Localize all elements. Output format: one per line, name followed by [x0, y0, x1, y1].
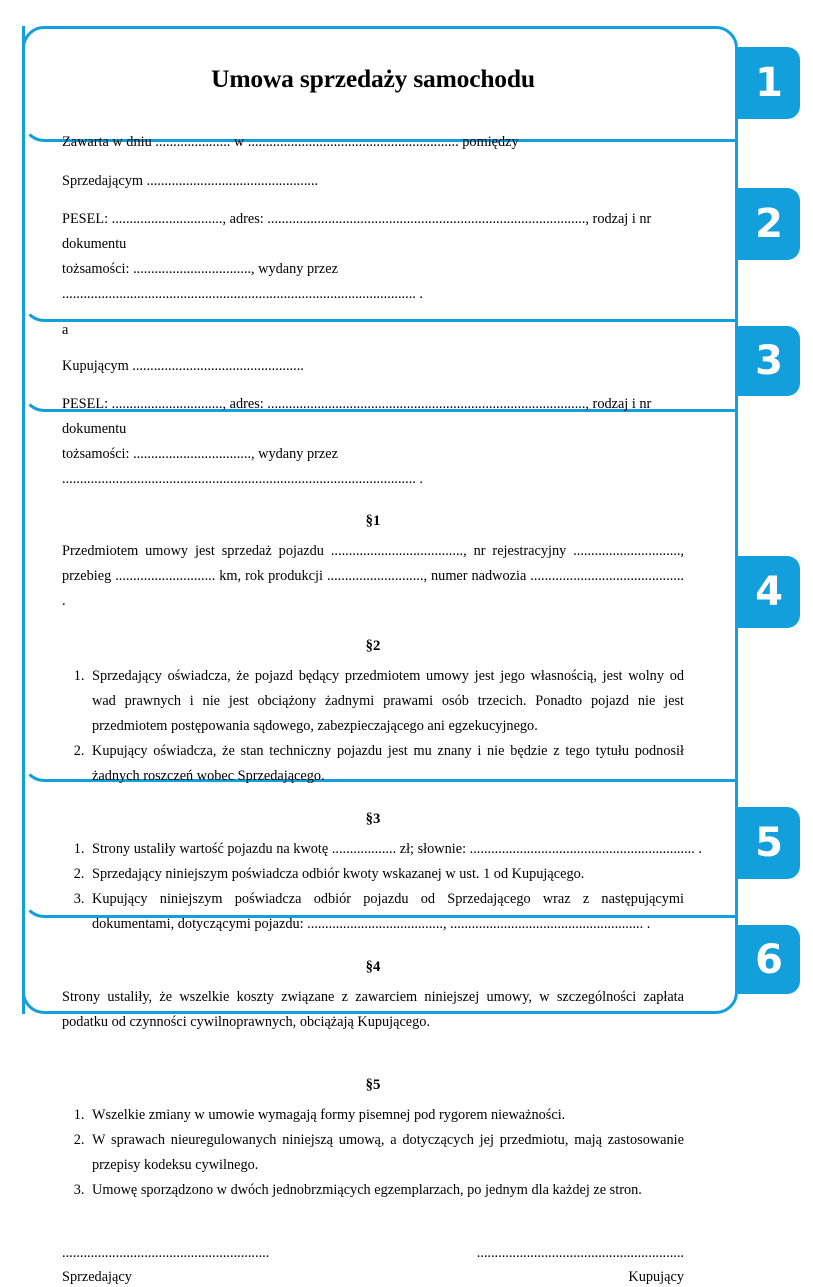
- paragraph-3-clauses: [62, 837, 702, 937]
- section-tab-4-label: 4: [755, 569, 783, 615]
- section-tab-6[interactable]: [738, 925, 800, 994]
- buyer-pesel-line: PESEL: ..............................., adres: ........................................................................................., rodzaj i nr dokumentu: [62, 396, 652, 437]
- buyer-signature: [434, 1243, 684, 1287]
- list-item: 3. Umowę sporządzono w dwóch jednobrzmiących egzemplarzach, po jednym dla każdej ze stron.: [88, 1178, 684, 1203]
- section-tab-2-label: 2: [755, 201, 783, 247]
- seller-signature: [62, 1243, 312, 1287]
- section-tab-5[interactable]: [738, 807, 800, 879]
- section-tab-3-label: 3: [755, 338, 783, 384]
- seller-name-line: Sprzedającym ................................................: [62, 173, 319, 189]
- list-item: 1. Wszelkie zmiany w umowie wymagają formy pisemnej pod rygorem nieważności.: [88, 1103, 684, 1128]
- list-item: 2. Sprzedający niniejszym poświadcza odbiór kwoty wskazanej w ust. 1 od Kupującego.: [88, 862, 684, 887]
- paragraph-1-heading: §1: [365, 513, 381, 529]
- list-item: 2. Kupujący oświadcza, że stan techniczny pojazdu jest mu znany i nie będzie z tego tytułu podnosił żadnych roszczeń wobec Sprzedającego.: [88, 739, 684, 789]
- list-item: 3. Kupujący niniejszym poświadcza odbiór pojazdu od Sprzedającego wraz z następującymi dokumentami, dotyczącymi pojazdu: ......................................, ...................................................... .: [88, 887, 684, 937]
- paragraph-2-heading: §2: [365, 638, 381, 654]
- seller-signature-line: ..........................................................: [62, 1245, 270, 1261]
- buyer-identity-line: tożsamości: ................................., wydany przez ................................................................................................... .: [62, 446, 423, 487]
- buyer-signature-line: ..........................................................: [476, 1245, 684, 1261]
- paragraph-3-heading: §3: [365, 811, 381, 827]
- paragraph-5-heading: §5: [365, 1077, 381, 1093]
- parties-conjunction: a: [62, 322, 69, 338]
- paragraph-5-clauses: [62, 1103, 684, 1203]
- section-tab-6-label: 6: [755, 936, 783, 983]
- list-item: 1. Sprzedający oświadcza, że pojazd będący przedmiotem umowy jest jego własnością, jest wolny od wad prawnych i nie jest obciążony żadnymi prawami osób trzecich. Ponadto pojazd nie jest przedmiotem postępowania sądowego, zabezpieczającego ani egzekucyjnego.: [88, 664, 684, 739]
- paragraph-4-body: Strony ustaliły, że wszelkie koszty związane z zawarciem niniejszej umowy, w szczególności zapłata podatku od czynności cywilnoprawnych, obciążają Kupującego.: [62, 989, 684, 1030]
- document-content: [62, 26, 702, 1287]
- seller-signature-label: Sprzedający: [62, 1269, 132, 1285]
- document-spine: [22, 26, 25, 1014]
- page-title: Umowa sprzedaży samochodu: [211, 64, 535, 93]
- buyer-signature-label: Kupujący: [628, 1269, 684, 1285]
- buyer-name-line: Kupującym ................................................: [62, 358, 304, 374]
- paragraph-1-body: Przedmiotem umowy jest sprzedaż pojazdu ....................................., nr rejestracyjny .............................., przebieg ............................ km, rok produkcji ..........................., numer nadwozia ........................................... .: [62, 543, 684, 609]
- section-tab-1[interactable]: [738, 47, 800, 119]
- seller-pesel-line: PESEL: ..............................., adres: ........................................................................................., rodzaj i nr dokumentu: [62, 211, 652, 252]
- paragraph-4-heading: §4: [365, 959, 381, 975]
- list-item: 1. Strony ustaliły wartość pojazdu na kwotę .................. zł; słownie: ............................................................... .: [88, 837, 684, 862]
- signature-block: [62, 1243, 684, 1287]
- section-tab-3[interactable]: [738, 326, 800, 396]
- section-tab-5-label: 5: [755, 820, 783, 866]
- section-tab-1-label: 1: [755, 60, 783, 106]
- list-item: 2. W sprawach nieuregulowanych niniejszą umową, a dotyczących jej przedmiotu, mają zastosowanie przepisy kodeksu cywilnego.: [88, 1128, 684, 1178]
- section-tab-4[interactable]: [738, 556, 800, 628]
- seller-identity-line: tożsamości: ................................., wydany przez ................................................................................................... .: [62, 261, 423, 302]
- paragraph-2-clauses: [62, 664, 684, 789]
- section-tab-2[interactable]: [738, 188, 800, 260]
- intro-line: Zawarta w dniu ..................... w ........................................................... pomiędzy: [62, 134, 519, 150]
